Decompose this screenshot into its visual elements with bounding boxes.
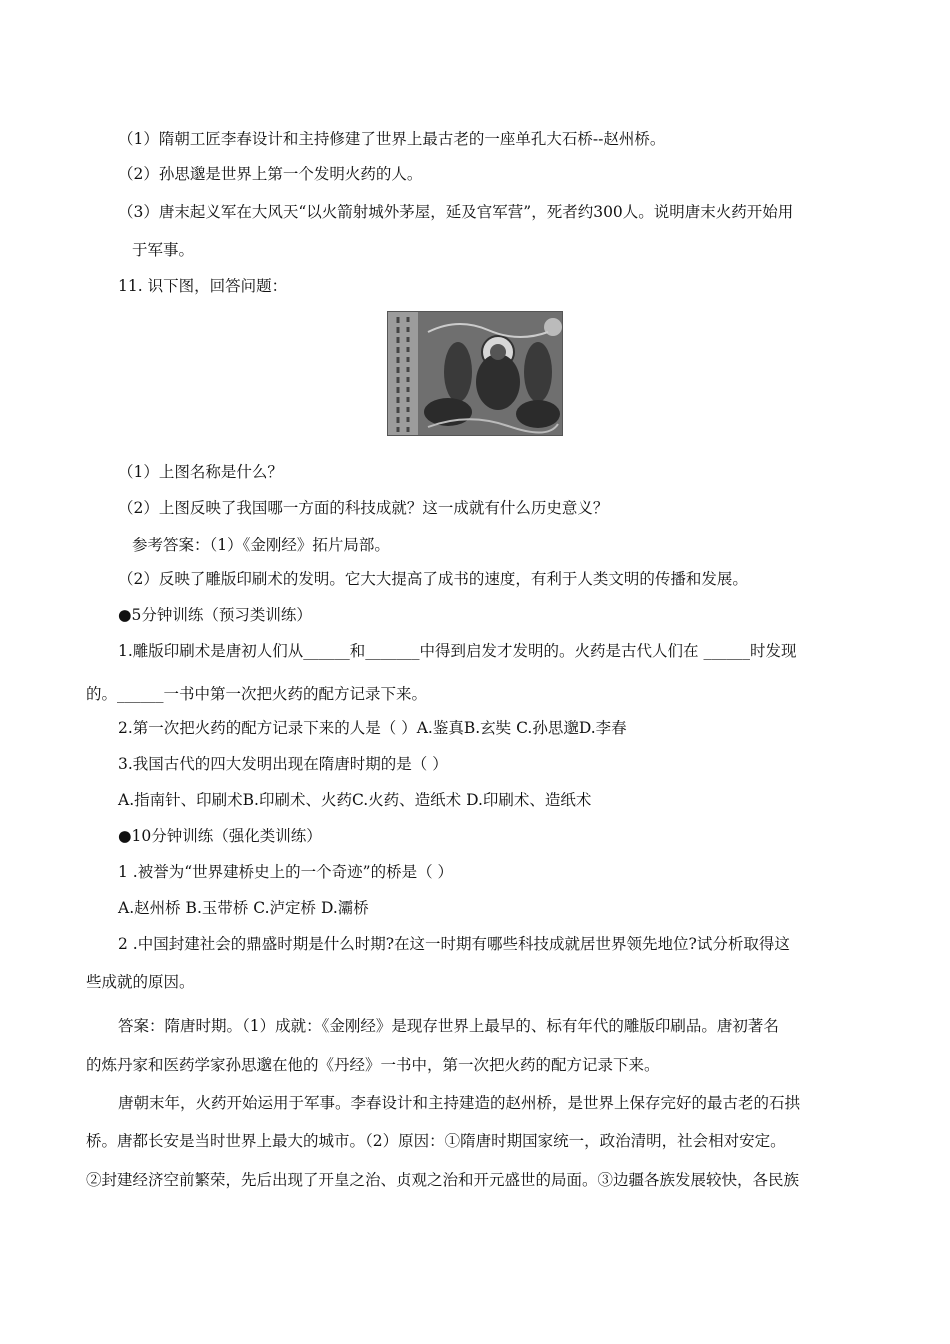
reference-answer: 参考答案：（1）《金刚经》拓片局部。 [132,536,390,554]
question-11: 11. 识下图，回答问题： [118,277,288,295]
training-1: 1 .被誉为“世界建桥史上的一个奇迹”的桥是（ ） [118,863,453,881]
diamond-sutra-rubbing-image [387,311,563,436]
section-10min: ●10分钟训练（强化类训练） [118,827,322,845]
text-line-1: （1）隋朝工匠李春设计和主持修建了世界上最古老的一座单孔大石桥--赵州桥。 [118,130,666,148]
text-line-q2: （2）上图反映了我国哪一方面的科技成就？这一成就有什么历史意义？ [118,499,609,517]
training-1-options: A.赵州桥 B.玉带桥 C.泸定桥 D.灞桥 [118,899,369,917]
text-line-4: 于军事。 [132,241,195,259]
answer-1: 答案：隋唐时期。（1）成就：《金刚经》是现存世界上最早的、标有年代的雕版印刷品。唐初著名 [118,1017,779,1035]
exercise-1: 1.雕版印刷术是唐初人们从______和_______中得到启发才发明的。火药是古代人们在 ______时发现 [118,642,797,660]
exercise-3-options: A.指南针、印刷术B.印刷术、火药C.火药、造纸术 D.印刷术、造纸术 [118,791,592,809]
exercise-3: 3.我国古代的四大发明出现在隋唐时期的是（ ） [118,755,448,773]
text-line-3: （3）唐末起义军在大风天“以火箭射城外茅屋，延及官军营”，死者约300人。说明唐末火药开始用 [118,203,794,221]
exercise-2: 2.第一次把火药的配方记录下来的人是（ ）A.鉴真B.玄奘 C.孙思邈D.李春 [118,719,627,737]
answer-2-cont: 桥。唐都长安是当时世界上最大的城市。（2）原因：①隋唐时期国家统一，政治清明，社会相对安定。 [86,1132,786,1150]
text-line-2: （2）孙思邈是世界上第一个发明火药的人。 [118,165,423,183]
reference-answer-2: （2）反映了雕版印刷术的发明。它大大提高了成书的速度，有利于人类文明的传播和发展。 [118,570,748,588]
answer-2: 唐朝末年，火药开始运用于军事。李春设计和主持建造的赵州桥，是世界上保存完好的最古老的石拱 [118,1094,801,1112]
training-2: 2 .中国封建社会的鼎盛时期是什么时期?在这一时期有哪些科技成就居世界领先地位?试分析取得这 [118,935,790,953]
training-2-cont: 些成就的原因。 [86,973,195,991]
section-5min: ●5分钟训练（预习类训练） [118,606,312,624]
answer-1-cont: 的炼丹家和医药学家孙思邈在他的《丹经》一书中，第一次把火药的配方记录下来。 [86,1056,660,1074]
exercise-1-cont: 的。______一书中第一次把火药的配方记录下来。 [86,685,428,703]
text-line-q1: （1）上图名称是什么？ [118,463,283,481]
answer-3: ②封建经济空前繁荣，先后出现了开皇之治、贞观之治和开元盛世的局面。③边疆各族发展较快，各民族 [86,1171,800,1189]
